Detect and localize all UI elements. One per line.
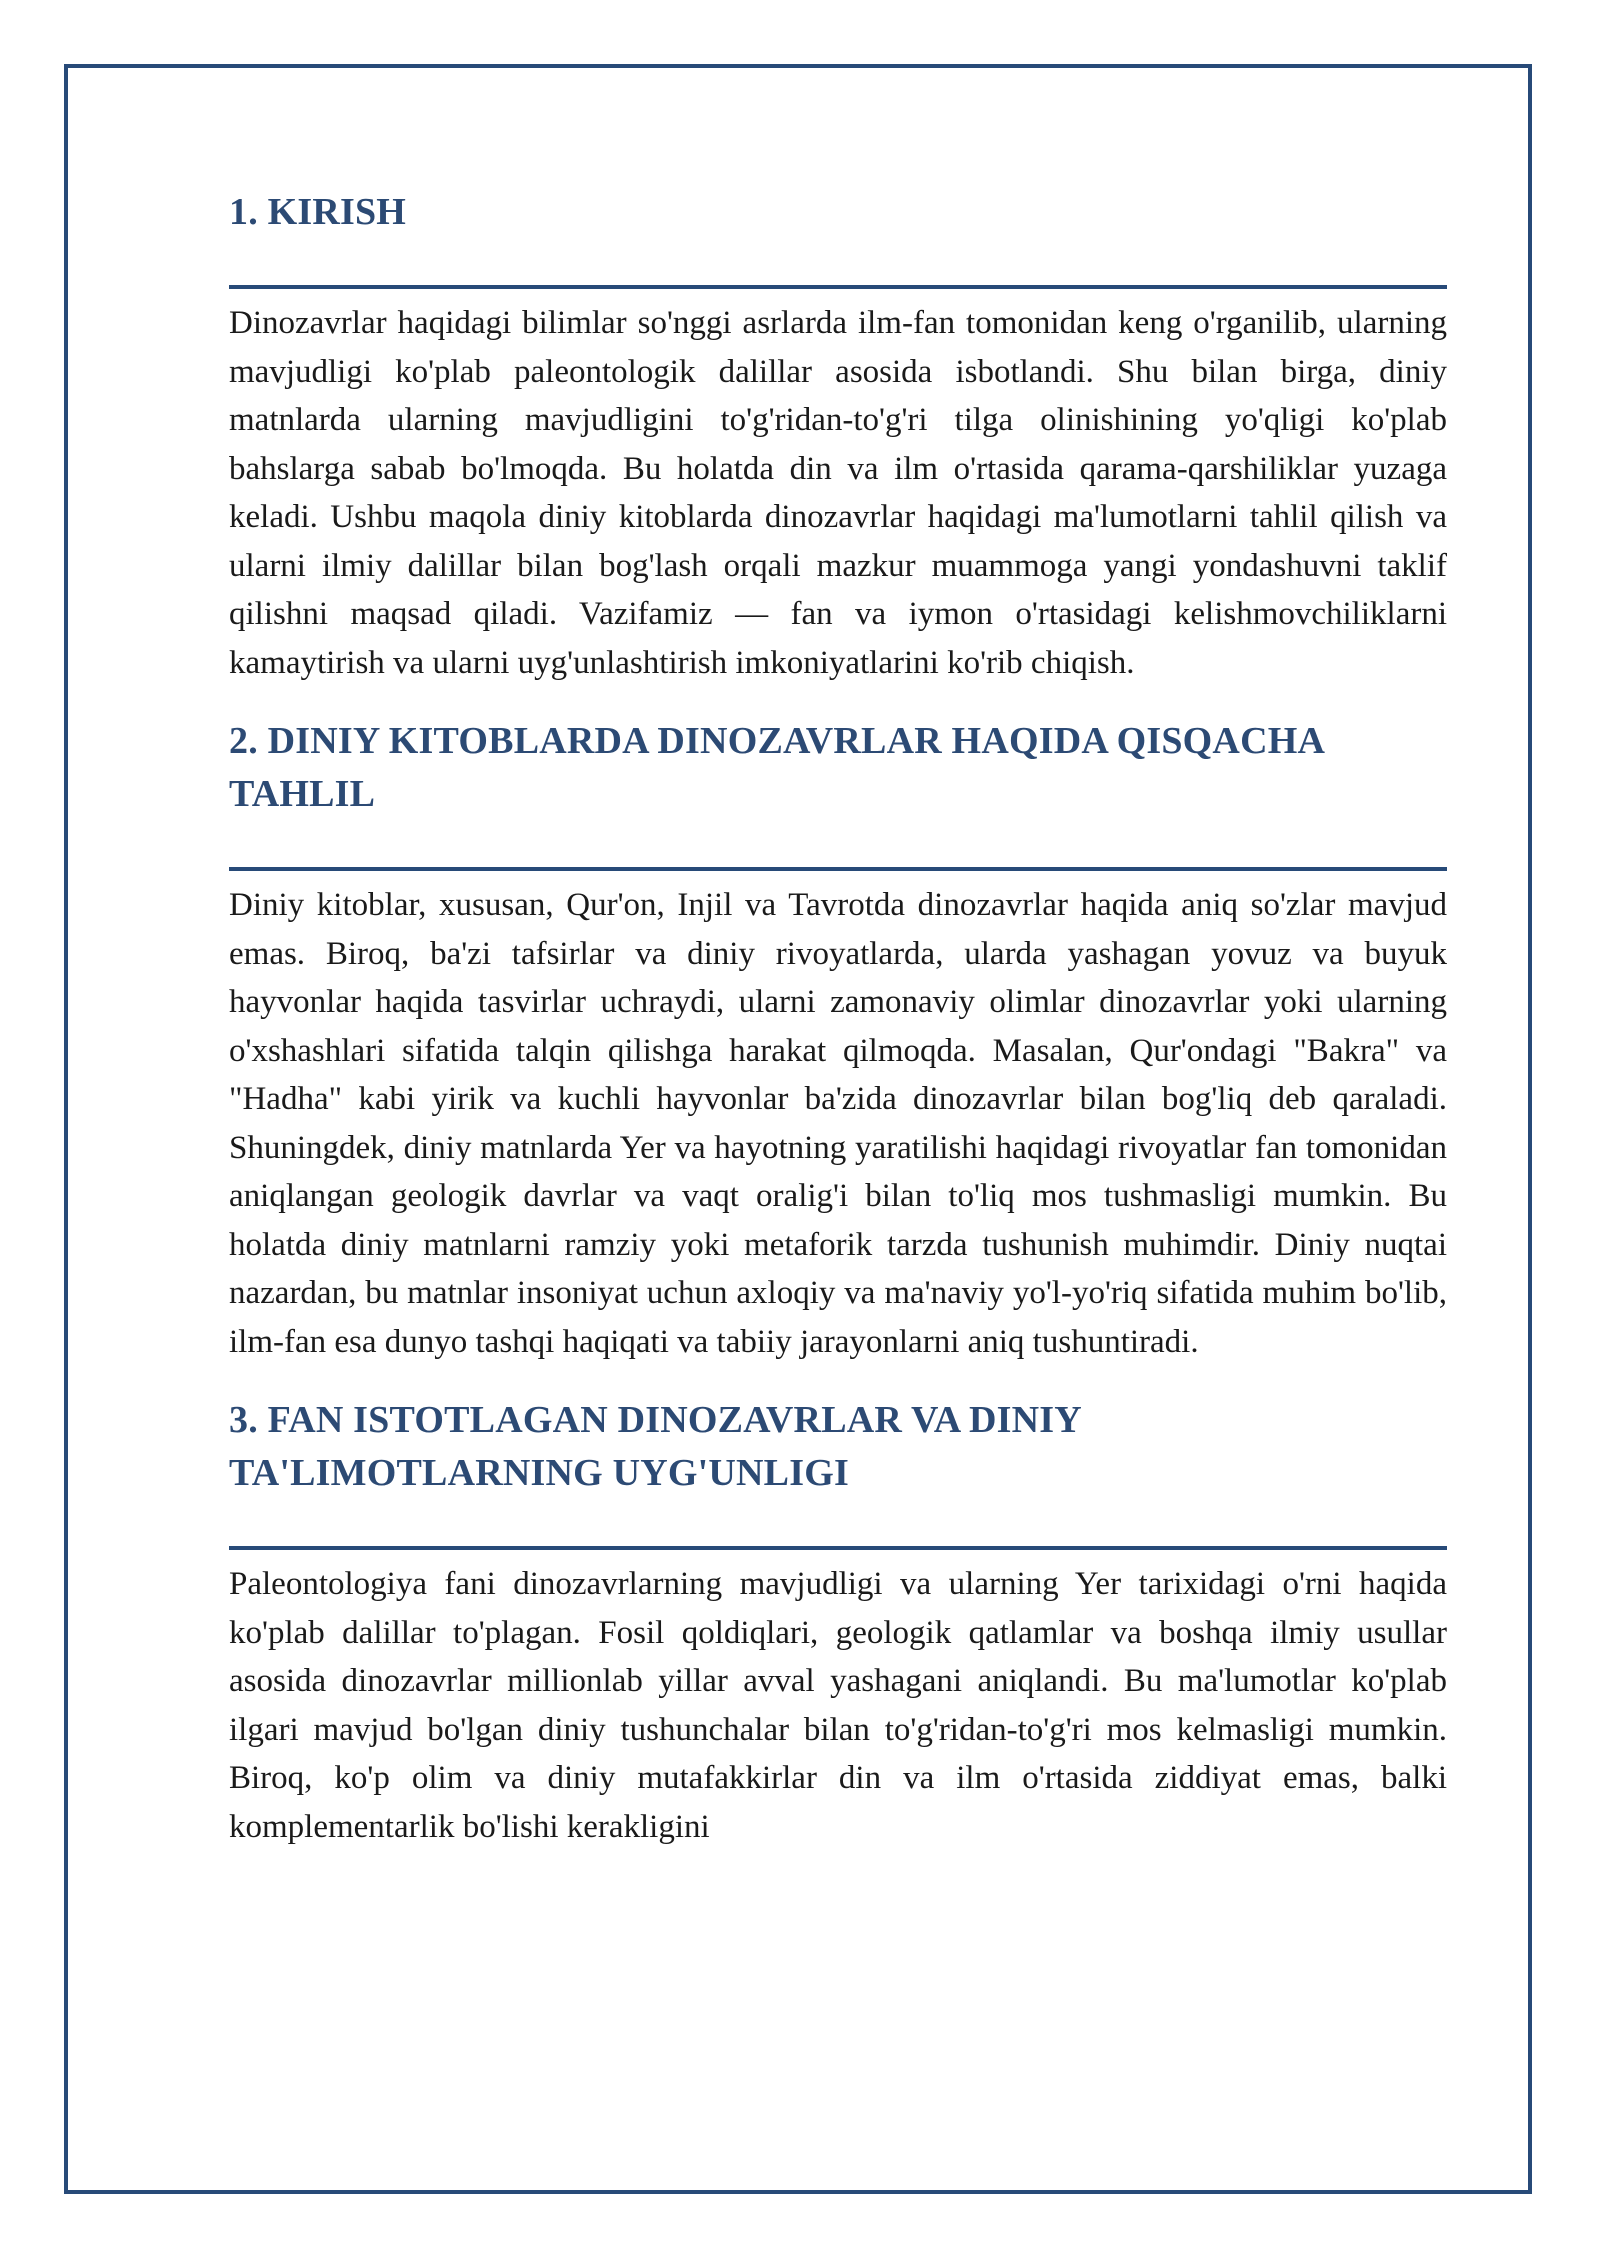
section-religious-books-analysis (229, 715, 1447, 1366)
document-body (229, 186, 1447, 1851)
section-heading: 3. FAN ISTOTLAGAN DINOZAVRLAR VA DINIY TA'LIMOTLARNING UYG'UNLIGI (229, 1399, 1081, 1494)
section-introduction (229, 186, 1447, 687)
heading-divider (229, 867, 1447, 871)
section-heading: 1. KIRISH (229, 191, 407, 233)
heading-divider (229, 285, 1447, 289)
section-paragraph: Dinozavrlar haqidagi bilimlar so'nggi asrlarda ilm-fan tomonidan keng o'rganilib, ularning mavjudligi ko'plab paleontologik dalillar asosida isbotlandi. Shu bilan birga, diniy matnlarda ularning mavjudligini to'g'ridan-to'g'ri tilga olinishining yo'qligi ko'plab bahslarga sabab bo'lmoqda. Bu holatda din va ilm o'rtasida qarama-qarshiliklar yuzaga keladi. Ushbu maqola diniy kitoblarda dinozavrlar haqidagi ma'lumotlarni tahlil qilish va ularni ilmiy dalillar bilan bog'lash orqali mazkur muammoga yangi yondashuvni taklif qilishni maqsad qiladi. Vazifamiz — fan va iymon o'rtasidagi kelishmovchiliklarni kamaytirish va ularni uyg'unlashtirish imkoniyatlarini ko'rib chiqish. (229, 305, 1447, 681)
heading-divider (229, 1546, 1447, 1550)
section-paragraph: Paleontologiya fani dinozavrlarning mavjudligi va ularning Yer tarixidagi o'rni haqida ko'plab dalillar to'plagan. Fosil qoldiqlari, geologik qatlamlar va boshqa ilmiy usullar asosida dinozavrlar millionlab yillar avval yashagani aniqlandi. Bu ma'lumotlar ko'plab ilgari mavjud bo'lgan diniy tushunchalar bilan to'g'ridan-to'g'ri mos kelmasligi mumkin. Biroq, ko'p olim va diniy mutafakkirlar din va ilm o'rtasida ziddiyat emas, balki komplementarlik bo'lishi kerakligini (229, 1566, 1447, 1845)
section-science-religion-harmony (229, 1394, 1447, 1851)
section-heading: 2. DINIY KITOBLARDA DINOZAVRLAR HAQIDA QISQACHA TAHLIL (229, 720, 1324, 815)
section-paragraph: Diniy kitoblar, xususan, Qur'on, Injil va Tavrotda dinozavrlar haqida aniq so'zlar mavjud emas. Biroq, ba'zi tafsirlar va diniy rivoyatlarda, ularda yashagan yovuz va buyuk hayvonlar haqida tasvirlar uchraydi, ularni zamonaviy olimlar dinozavrlar yoki ularning o'xshashlari sifatida talqin qilishga harakat qilmoqda. Masalan, Qur'ondagi "Bakra" va "Hadha" kabi yirik va kuchli hayvonlar ba'zida dinozavrlar bilan bog'liq deb qaraladi. Shuningdek, diniy matnlarda Yer va hayotning yaratilishi haqidagi rivoyatlar fan tomonidan aniqlangan geologik davrlar va vaqt oralig'i bilan to'liq mos tushmasligi mumkin. Bu holatda diniy matnlarni ramziy yoki metaforik tarzda tushunish muhimdir. Diniy nuqtai nazardan, bu matnlar insoniyat uchun axloqiy va ma'naviy yo'l-yo'riq sifatida muhim bo'lib, ilm-fan esa dunyo tashqi haqiqati va tabiiy jarayonlarni aniq tushuntiradi. (229, 887, 1447, 1360)
